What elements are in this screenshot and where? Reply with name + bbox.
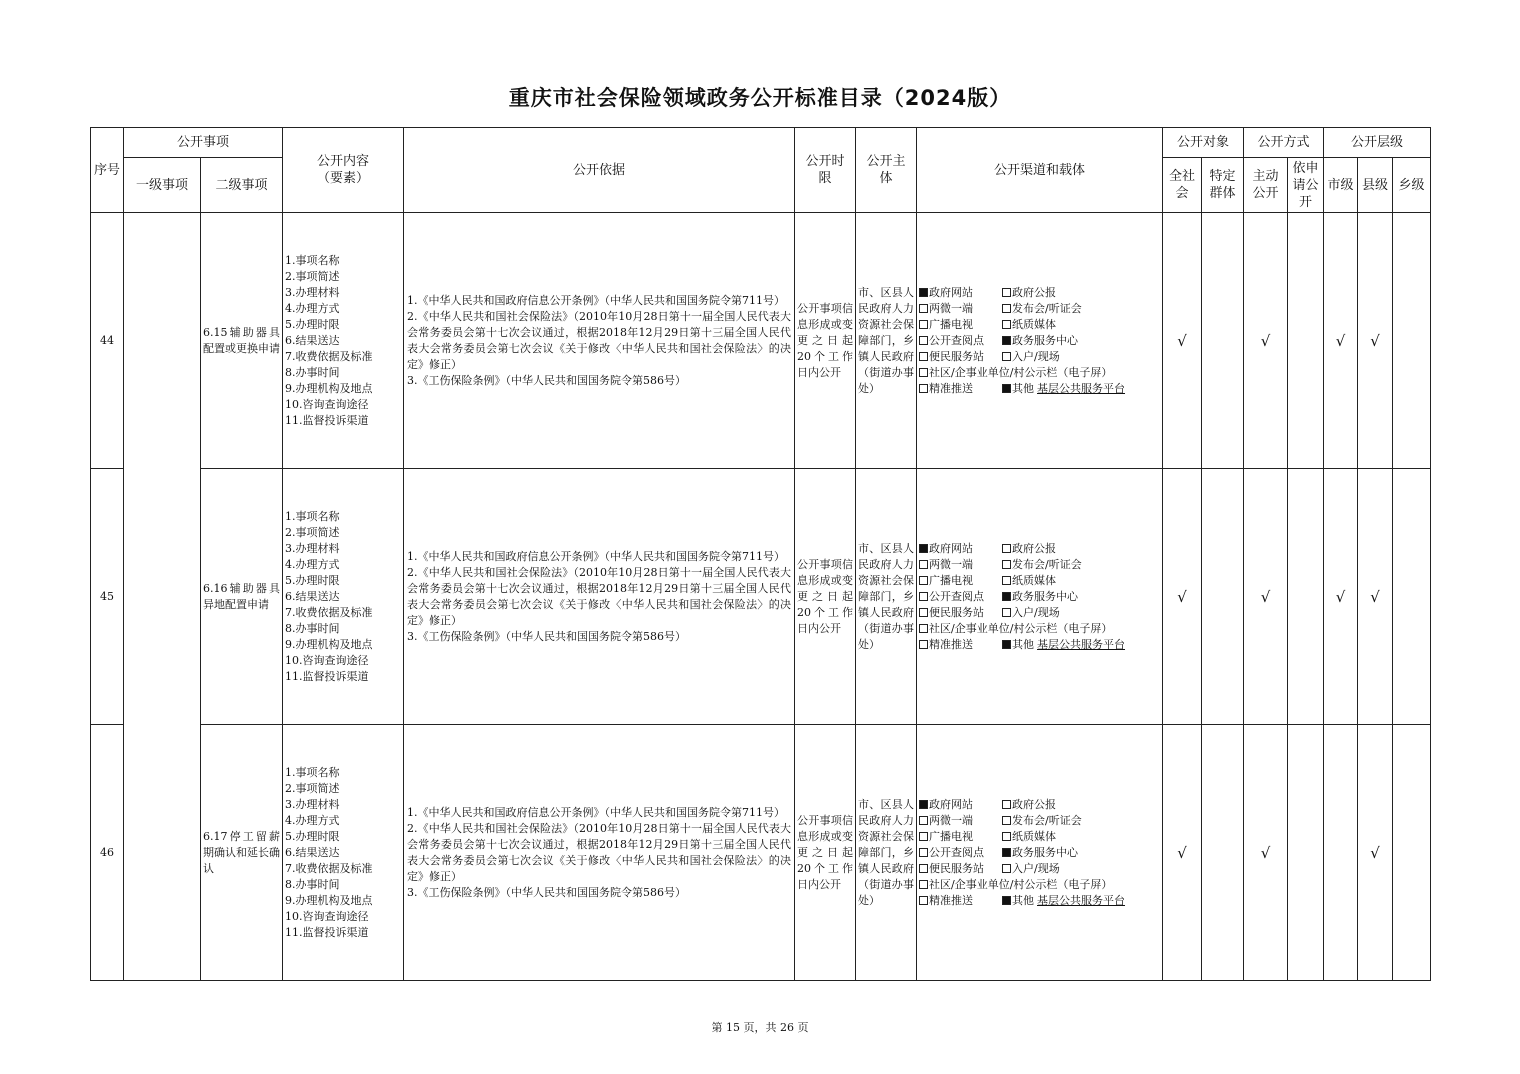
- channel-note: 基层公共服务平台: [1037, 381, 1126, 395]
- unchecked-box-icon: [919, 896, 928, 905]
- unchecked-box-icon: [919, 320, 928, 329]
- row-target-all-mark: √: [1163, 725, 1202, 981]
- row-subject: 市、区县人民政府人力资源社会保障部门，乡镇人民政府（街道办事处）: [856, 213, 917, 469]
- row-target-specific-mark: [1202, 469, 1244, 725]
- element-item: 2.事项简述: [285, 525, 340, 539]
- row-seq: 46: [91, 725, 124, 981]
- row-channels: [917, 725, 1163, 981]
- channel-label: 社区/企事业单位/村公示栏（电子屏）: [929, 877, 1113, 891]
- row-item: 6.15辅助器具配置或更换申请: [201, 213, 283, 469]
- element-item: 5.办理时限: [285, 317, 340, 331]
- channel-note: 基层公共服务平台: [1037, 637, 1126, 651]
- channel-line: [919, 813, 1162, 829]
- channel-option: [919, 573, 1002, 589]
- channel-option: [919, 541, 1002, 557]
- channel-option: [1002, 606, 1060, 619]
- channel-label: 公开查阅点: [929, 845, 985, 859]
- channel-option: [1002, 318, 1056, 331]
- channel-option: [1002, 590, 1078, 603]
- row-basis: 1.《中华人民共和国政府信息公开条例》（中华人民共和国国务院令第711号） 2.《中华人民共和国社会保险法》（2010年10月28日第十一届全国人民代表大会常务委员会第十七次会议通过，根据2018年12月29日第十三届全国人民代表大会常务委员会第七次会议《关于修改〈中华人民共和国社会保险法〉的决定》修正） 3.《工伤保险条例》（中华人民共和国国务院令第586号）: [404, 469, 795, 725]
- channel-line: [919, 829, 1162, 845]
- element-item: 8.办事时间: [285, 877, 340, 891]
- row-target-all-mark: √: [1163, 213, 1202, 469]
- channel-label: 便民服务站: [929, 605, 985, 619]
- header-basis: 公开依据: [404, 128, 795, 213]
- row-method-request-mark: [1288, 213, 1324, 469]
- channel-option: [919, 878, 1112, 891]
- element-item: 3.办理材料: [285, 285, 340, 299]
- element-item: 9.办理机构及地点: [285, 637, 373, 651]
- element-item: 1.事项名称: [285, 765, 340, 779]
- header-content: [283, 128, 404, 213]
- channel-option: [1002, 286, 1056, 299]
- row-method-request-mark: [1288, 469, 1324, 725]
- channel-line: [919, 845, 1162, 861]
- element-item: 3.办理材料: [285, 541, 340, 555]
- channel-line: [919, 365, 1162, 381]
- channel-label: 便民服务站: [929, 349, 985, 363]
- row-level-city-mark: √: [1324, 213, 1358, 469]
- level1-cell: [124, 213, 201, 981]
- channel-label: 政务服务中心: [1012, 845, 1079, 859]
- unchecked-box-icon: [1002, 288, 1011, 297]
- channel-option: [919, 622, 1112, 635]
- unchecked-box-icon: [1002, 816, 1011, 825]
- row-level-county-mark: √: [1358, 469, 1393, 725]
- element-item: 2.事项简述: [285, 269, 340, 283]
- unchecked-box-icon: [919, 304, 928, 313]
- checked-box-icon: [1002, 896, 1011, 905]
- header-level-county: 县级: [1358, 158, 1393, 213]
- row-level-county-mark: √: [1358, 725, 1393, 981]
- unchecked-box-icon: [919, 336, 928, 345]
- checked-box-icon: [919, 288, 928, 297]
- element-item: 7.收费依据及标准: [285, 605, 373, 619]
- header-level2: 二级事项: [201, 158, 283, 213]
- row-method-active-mark: √: [1244, 213, 1288, 469]
- unchecked-box-icon: [1002, 864, 1011, 873]
- channel-option: [919, 333, 1002, 349]
- channel-line: [919, 349, 1162, 365]
- channel-line: [919, 381, 1162, 397]
- unchecked-box-icon: [1002, 608, 1011, 617]
- unchecked-box-icon: [919, 560, 928, 569]
- header-target-specific: 特定群体: [1202, 158, 1244, 213]
- row-elements: [283, 213, 404, 469]
- row-elements: [283, 469, 404, 725]
- page-title: 重庆市社会保险领域政务公开标准目录（2024版）: [508, 86, 1012, 110]
- element-item: 6.结果送达: [285, 845, 340, 859]
- table-row: [91, 213, 1431, 469]
- channel-option: [1002, 814, 1082, 827]
- header-target-all: 全社会: [1163, 158, 1202, 213]
- channel-line: [919, 861, 1162, 877]
- channel-label: 其他: [1012, 637, 1035, 651]
- element-item: 10.咨询查询途径: [285, 909, 369, 923]
- channel-label: 发布会/听证会: [1012, 301, 1082, 315]
- row-subject: 市、区县人民政府人力资源社会保障部门，乡镇人民政府（街道办事处）: [856, 725, 917, 981]
- channel-option: [919, 317, 1002, 333]
- row-seq: 44: [91, 213, 124, 469]
- channel-label: 便民服务站: [929, 861, 985, 875]
- channel-label: 纸质媒体: [1012, 317, 1057, 331]
- header-level-city: 市级: [1324, 158, 1358, 213]
- checked-box-icon: [1002, 640, 1011, 649]
- channel-option: [1002, 798, 1056, 811]
- element-item: 7.收费依据及标准: [285, 861, 373, 875]
- header-target: 公开对象: [1163, 128, 1244, 158]
- channel-line: [919, 605, 1162, 621]
- row-method-active-mark: √: [1244, 469, 1288, 725]
- unchecked-box-icon: [919, 848, 928, 857]
- channel-line: [919, 573, 1162, 589]
- unchecked-box-icon: [1002, 320, 1011, 329]
- row-method-active-mark: √: [1244, 725, 1288, 981]
- channel-label: 精准推送: [929, 381, 974, 395]
- element-item: 4.办理方式: [285, 557, 340, 571]
- catalog-table: [90, 127, 1431, 981]
- channel-option: [919, 557, 1002, 573]
- header-content-line1: 公开内容: [317, 154, 370, 169]
- unchecked-box-icon: [919, 576, 928, 585]
- channel-line: [919, 877, 1162, 893]
- unchecked-box-icon: [1002, 576, 1011, 585]
- checked-box-icon: [1002, 592, 1011, 601]
- element-item: 9.办理机构及地点: [285, 893, 373, 907]
- unchecked-box-icon: [919, 592, 928, 601]
- channel-label: 社区/企事业单位/村公示栏（电子屏）: [929, 365, 1113, 379]
- channel-option: [919, 589, 1002, 605]
- element-item: 10.咨询查询途径: [285, 653, 369, 667]
- checked-box-icon: [919, 544, 928, 553]
- unchecked-box-icon: [1002, 800, 1011, 809]
- unchecked-box-icon: [1002, 832, 1011, 841]
- header-level1: 一级事项: [124, 158, 201, 213]
- channel-label: 入户/现场: [1012, 605, 1060, 619]
- channel-label: 政务服务中心: [1012, 333, 1079, 347]
- channel-label: 发布会/听证会: [1012, 813, 1082, 827]
- header-time-limit: 公开时限: [795, 128, 856, 213]
- row-time-limit: 公开事项信息形成或变更之日起20个工作日内公开: [795, 469, 856, 725]
- row-level-county-mark: √: [1358, 213, 1393, 469]
- row-item: 6.17停工留薪期确认和延长确认: [201, 725, 283, 981]
- channel-label: 纸质媒体: [1012, 829, 1057, 843]
- channel-option: [919, 366, 1112, 379]
- row-basis: 1.《中华人民共和国政府信息公开条例》（中华人民共和国国务院令第711号） 2.《中华人民共和国社会保险法》（2010年10月28日第十一届全国人民代表大会常务委员会第十七次会议通过，根据2018年12月29日第十三届全国人民代表大会常务委员会第七次会议《关于修改〈中华人民共和国社会保险法〉的决定》修正） 3.《工伤保险条例》（中华人民共和国国务院令第586号）: [404, 213, 795, 469]
- row-seq: 45: [91, 469, 124, 725]
- channel-option: [919, 285, 1002, 301]
- channel-label: 政府公报: [1012, 541, 1057, 555]
- channel-label: 入户/现场: [1012, 349, 1060, 363]
- channel-label: 精准推送: [929, 637, 974, 651]
- element-item: 3.办理材料: [285, 797, 340, 811]
- channel-line: [919, 589, 1162, 605]
- channel-option: [919, 861, 1002, 877]
- element-item: 6.结果送达: [285, 589, 340, 603]
- unchecked-box-icon: [919, 624, 928, 633]
- unchecked-box-icon: [919, 640, 928, 649]
- channel-line: [919, 621, 1162, 637]
- row-target-specific-mark: [1202, 213, 1244, 469]
- channel-label: 公开查阅点: [929, 333, 985, 347]
- header-content-line2: （要素）: [317, 171, 370, 186]
- channel-label: 广播电视: [929, 829, 974, 843]
- row-time-limit: 公开事项信息形成或变更之日起20个工作日内公开: [795, 725, 856, 981]
- channel-option: [919, 301, 1002, 317]
- unchecked-box-icon: [919, 368, 928, 377]
- element-item: 8.办事时间: [285, 621, 340, 635]
- header-method-active: 主动公开: [1244, 158, 1288, 213]
- channel-option: [1002, 382, 1125, 395]
- row-time-limit: 公开事项信息形成或变更之日起20个工作日内公开: [795, 213, 856, 469]
- element-item: 2.事项简述: [285, 781, 340, 795]
- unchecked-box-icon: [919, 816, 928, 825]
- unchecked-box-icon: [919, 608, 928, 617]
- channel-label: 入户/现场: [1012, 861, 1060, 875]
- element-item: 7.收费依据及标准: [285, 349, 373, 363]
- channel-option: [1002, 574, 1056, 587]
- channel-label: 社区/企事业单位/村公示栏（电子屏）: [929, 621, 1113, 635]
- channel-label: 其他: [1012, 381, 1035, 395]
- row-target-specific-mark: [1202, 725, 1244, 981]
- channel-label: 精准推送: [929, 893, 974, 907]
- channel-option: [1002, 894, 1125, 907]
- header-seq: 序号: [91, 128, 124, 213]
- channel-line: [919, 301, 1162, 317]
- header-level: 公开层级: [1324, 128, 1431, 158]
- header-subject: 公开主体: [856, 128, 917, 213]
- table-row: [91, 725, 1431, 981]
- channel-line: [919, 317, 1162, 333]
- channel-option: [1002, 558, 1082, 571]
- row-subject: 市、区县人民政府人力资源社会保障部门，乡镇人民政府（街道办事处）: [856, 469, 917, 725]
- channel-line: [919, 285, 1162, 301]
- row-level-city-mark: [1324, 725, 1358, 981]
- header-method-request: 依申请公开: [1288, 158, 1324, 213]
- channel-line: [919, 637, 1162, 653]
- checked-box-icon: [1002, 336, 1011, 345]
- element-item: 11.监督投诉渠道: [285, 925, 369, 939]
- row-level-town-mark: [1393, 469, 1431, 725]
- channel-option: [1002, 862, 1060, 875]
- element-item: 4.办理方式: [285, 301, 340, 315]
- channel-option: [919, 845, 1002, 861]
- channel-label: 政府网站: [929, 541, 974, 555]
- header-level-town: 乡级: [1393, 158, 1431, 213]
- row-channels: [917, 213, 1163, 469]
- channel-label: 政府公报: [1012, 285, 1057, 299]
- unchecked-box-icon: [919, 384, 928, 393]
- row-channels: [917, 469, 1163, 725]
- channel-option: [1002, 830, 1056, 843]
- channel-label: 广播电视: [929, 573, 974, 587]
- unchecked-box-icon: [1002, 304, 1011, 313]
- unchecked-box-icon: [1002, 352, 1011, 361]
- channel-option: [919, 605, 1002, 621]
- channel-label: 其他: [1012, 893, 1035, 907]
- unchecked-box-icon: [919, 880, 928, 889]
- channel-option: [1002, 350, 1060, 363]
- unchecked-box-icon: [919, 832, 928, 841]
- element-item: 9.办理机构及地点: [285, 381, 373, 395]
- row-level-town-mark: [1393, 725, 1431, 981]
- checked-box-icon: [919, 800, 928, 809]
- row-basis: 1.《中华人民共和国政府信息公开条例》（中华人民共和国国务院令第711号） 2.《中华人民共和国社会保险法》（2010年10月28日第十一届全国人民代表大会常务委员会第十七次会议通过，根据2018年12月29日第十三届全国人民代表大会常务委员会第七次会议《关于修改〈中华人民共和国社会保险法〉的决定》修正） 3.《工伤保险条例》（中华人民共和国国务院令第586号）: [404, 725, 795, 981]
- channel-label: 政府公报: [1012, 797, 1057, 811]
- channel-option: [1002, 638, 1125, 651]
- unchecked-box-icon: [919, 352, 928, 361]
- header-method: 公开方式: [1244, 128, 1324, 158]
- element-item: 4.办理方式: [285, 813, 340, 827]
- page-footer: 第 15 页，共 26 页: [711, 1021, 809, 1034]
- channel-option: [919, 797, 1002, 813]
- channel-line: [919, 893, 1162, 909]
- element-item: 1.事项名称: [285, 253, 340, 267]
- channel-line: [919, 557, 1162, 573]
- channel-label: 纸质媒体: [1012, 573, 1057, 587]
- channel-label: 政府网站: [929, 797, 974, 811]
- channel-label: 政务服务中心: [1012, 589, 1079, 603]
- element-item: 11.监督投诉渠道: [285, 669, 369, 683]
- channel-option: [919, 893, 1002, 909]
- element-item: 8.办事时间: [285, 365, 340, 379]
- channel-option: [919, 813, 1002, 829]
- channel-line: [919, 333, 1162, 349]
- unchecked-box-icon: [1002, 544, 1011, 553]
- channel-label: 广播电视: [929, 317, 974, 331]
- channel-note: 基层公共服务平台: [1037, 893, 1126, 907]
- element-item: 5.办理时限: [285, 573, 340, 587]
- channel-option: [1002, 302, 1082, 315]
- element-item: 1.事项名称: [285, 509, 340, 523]
- channel-label: 发布会/听证会: [1012, 557, 1082, 571]
- channel-option: [1002, 542, 1056, 555]
- unchecked-box-icon: [1002, 560, 1011, 569]
- channel-line: [919, 797, 1162, 813]
- row-level-city-mark: √: [1324, 469, 1358, 725]
- channel-label: 两微一端: [929, 813, 974, 827]
- channel-option: [1002, 846, 1078, 859]
- channel-option: [919, 829, 1002, 845]
- element-item: 10.咨询查询途径: [285, 397, 369, 411]
- row-target-all-mark: √: [1163, 469, 1202, 725]
- channel-option: [919, 349, 1002, 365]
- channel-option: [919, 381, 1002, 397]
- channel-label: 公开查阅点: [929, 589, 985, 603]
- element-item: 6.结果送达: [285, 333, 340, 347]
- row-item: 6.16辅助器具异地配置申请: [201, 469, 283, 725]
- element-item: 11.监督投诉渠道: [285, 413, 369, 427]
- table-row: [91, 469, 1431, 725]
- header-channel: 公开渠道和载体: [917, 128, 1163, 213]
- channel-option: [1002, 334, 1078, 347]
- unchecked-box-icon: [919, 864, 928, 873]
- header-matters: 公开事项: [124, 128, 283, 158]
- element-item: 5.办理时限: [285, 829, 340, 843]
- row-method-request-mark: [1288, 725, 1324, 981]
- channel-label: 政府网站: [929, 285, 974, 299]
- channel-line: [919, 541, 1162, 557]
- checked-box-icon: [1002, 384, 1011, 393]
- channel-option: [919, 637, 1002, 653]
- row-level-town-mark: [1393, 213, 1431, 469]
- checked-box-icon: [1002, 848, 1011, 857]
- channel-label: 两微一端: [929, 301, 974, 315]
- channel-label: 两微一端: [929, 557, 974, 571]
- row-elements: [283, 725, 404, 981]
